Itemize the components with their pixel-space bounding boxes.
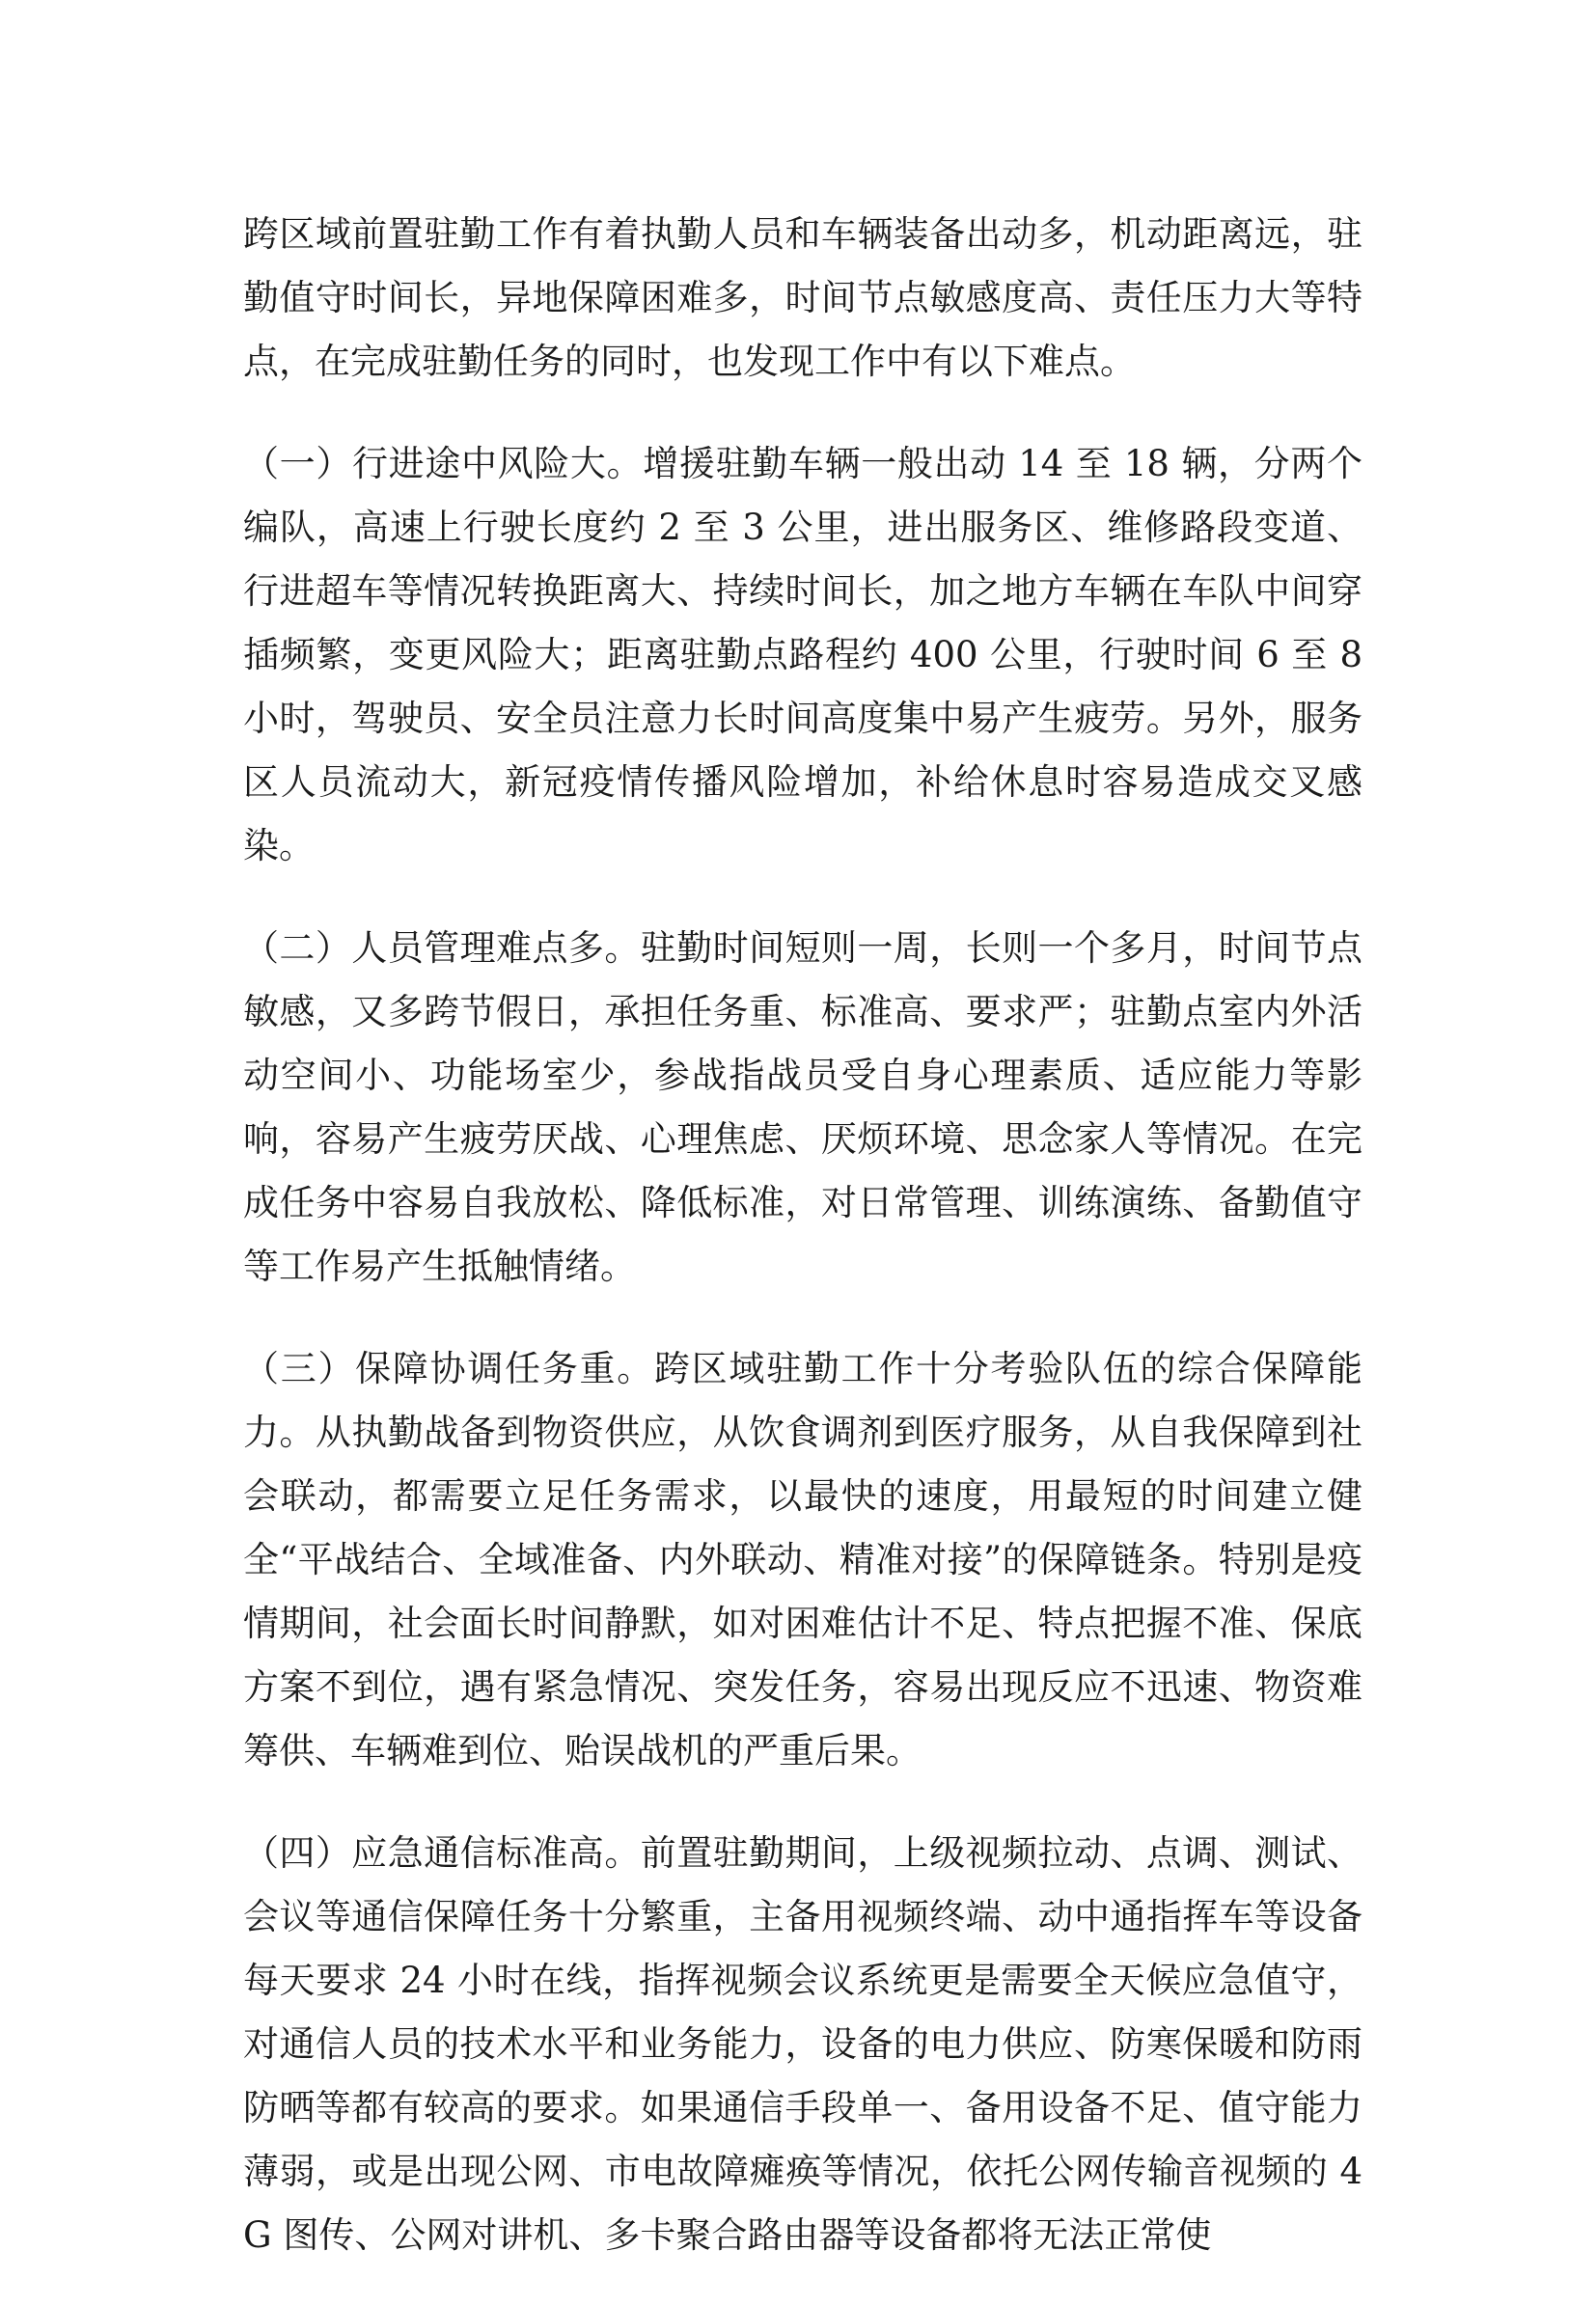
paragraph-section-2: （二）人员管理难点多。驻勤时间短则一周，长则一个多月，时间节点敏感，又多跨节假日，承担任务重、标准高、要求严；驻勤点室内外活动空间小、功能场室少，参战指战员受自身心理素质、适应能力等影响，容易产生疲劳厌战、心理焦虑、厌烦环境、思念家人等情况。在完成任务中容易自我放松、降低标准，对日常管理、训练演练、备勤值守等工作易产生抵触情绪。 [243, 927, 1362, 1287]
paragraph-section-3: （三）保障协调任务重。跨区域驻勤工作十分考验队伍的综合保障能力。从执勤战备到物资供应，从饮食调剂到医疗服务，从自我保障到社会联动，都需要立足任务需求，以最快的速度，用最短的时间建立健全“平战结合、全域准备、内外联动、精准对接”的保障链条。特别是疫情期间，社会面长时间静默，如对困难估计不足、特点把握不准、保底方案不到位，遇有紧急情况、突发任务，容易出现反应不迅速、物资难筹供、车辆难到位、贻误战机的严重后果。 [243, 1348, 1362, 1771]
paragraph-section-4: （四）应急通信标准高。前置驻勤期间，上级视频拉动、点调、测试、会议等通信保障任务十分繁重，主备用视频终端、动中通指挥车等设备每天要求 24 小时在线，指挥视频会议系统更是需要全天候应急值守，对通信人员的技术水平和业务能力，设备的电力供应、防寒保暖和防雨防晒等都有较高的要求。如果通信手段单一、备用设备不足、值守能力薄弱，或是出现公网、市电故障瘫痪等情况，依托公网传输音视频的 4G 图传、公网对讲机、多卡聚合路由器等设备都将无法正常使 [243, 1832, 1362, 2256]
document-body [243, 203, 1362, 2306]
paragraph-intro: 跨区域前置驻勤工作有着执勤人员和车辆装备出动多，机动距离远，驻勤值守时间长，异地保障困难多，时间节点敏感度高、责任压力大等特点，在完成驻勤任务的同时，也发现工作中有以下难点。 [243, 213, 1362, 382]
paragraph-section-1: （一）行进途中风险大。增援驻勤车辆一般出动 14 至 18 辆，分两个编队，高速上行驶长度约 2 至 3 公里，进出服务区、维修路段变道、行进超车等情况转换距离大、持续时间长，加之地方车辆在车队中间穿插频繁，变更风险大；距离驻勤点路程约 400 公里，行驶时间 6 至 8 小时，驾驶员、安全员注意力长时间高度集中易产生疲劳。另外，服务区人员流动大，新冠疫情传播风险增加，补给休息时容易造成交叉感染。 [243, 443, 1362, 866]
